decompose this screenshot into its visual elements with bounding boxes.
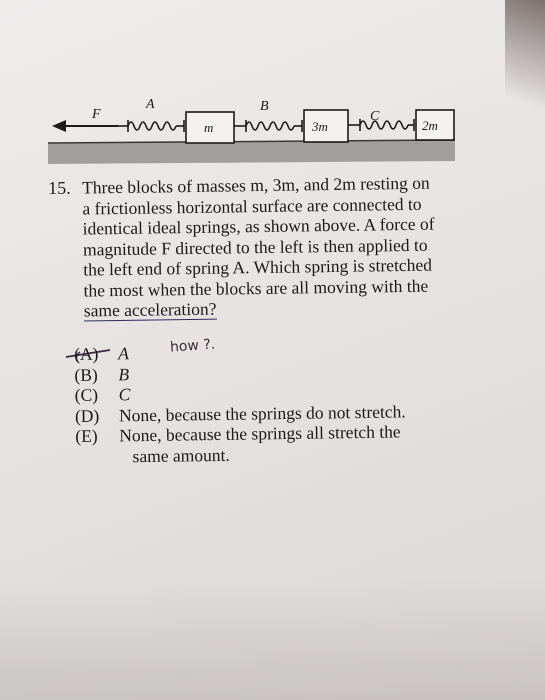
force-label: F: [92, 107, 101, 122]
question-line: a frictionless horizontal surface are connected to: [82, 193, 422, 219]
choice-e-continued: same amount.: [132, 444, 230, 466]
choice-c[interactable]: (C) C: [74, 384, 131, 405]
question-line: the most when the blocks are all moving with the: [83, 275, 429, 301]
choice-e[interactable]: (E) None, because the springs all stretch the: [75, 421, 401, 446]
spring-c: [348, 119, 414, 131]
page-shading: [0, 580, 545, 700]
choice-b[interactable]: (B) B: [74, 363, 130, 385]
force-arrow: [52, 120, 118, 132]
spring-c-label: C: [370, 109, 380, 124]
handwritten-note: how ?.: [169, 336, 216, 356]
question-line: same acceleration?: [83, 298, 217, 321]
block-m-label: m: [204, 120, 214, 135]
frictionless-surface: [48, 140, 455, 164]
question-line: magnitude F directed to the left is then applied to: [82, 234, 428, 260]
question-number: 15.: [48, 177, 71, 198]
question-line: identical ideal springs, as shown above. A force of: [82, 213, 435, 239]
question-line: the left end of spring A. Which spring is stretched: [83, 254, 433, 280]
spring-b: [234, 120, 302, 132]
question-line: Three blocks of masses m, 3m, and 2m resting on: [81, 172, 430, 198]
question-text: [82, 172, 484, 321]
choice-a[interactable]: (A) A: [74, 343, 129, 364]
block-2m-label: 2m: [422, 118, 438, 133]
choice-d[interactable]: (D) None, because the springs do not stretch.: [74, 400, 406, 426]
spring-block-diagram: [0, 0, 545, 175]
spring-a: [118, 120, 184, 132]
spring-a-label: A: [146, 97, 155, 112]
block-3m-label: 3m: [312, 119, 328, 134]
spring-b-label: B: [260, 99, 269, 114]
answer-choices: [74, 338, 476, 467]
